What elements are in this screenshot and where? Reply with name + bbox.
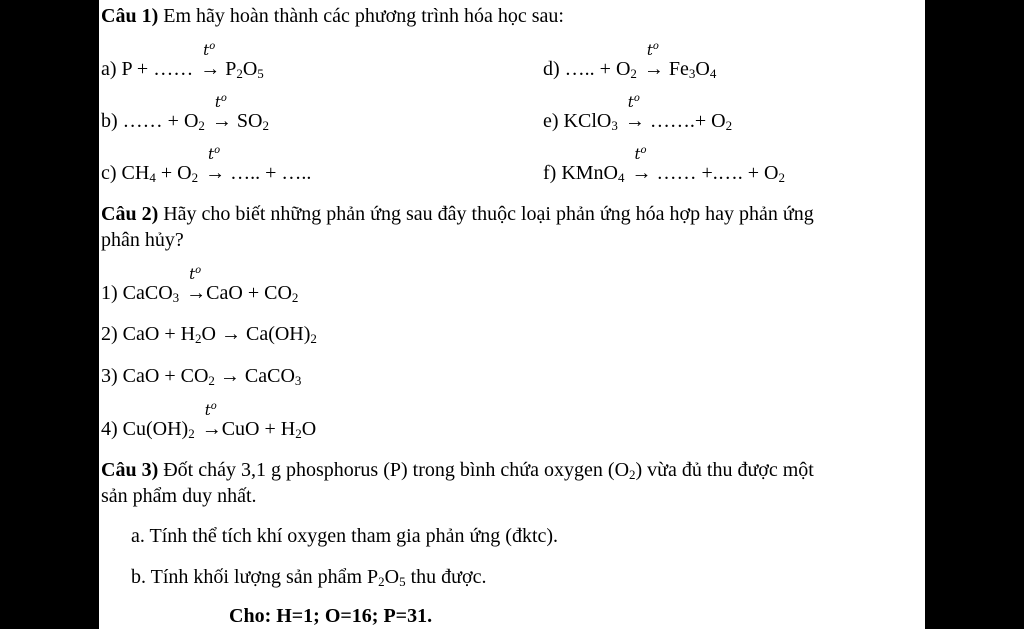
q3-part-b: b. Tính khối lượng sản phẩm $P_2O_5$ thu được. — [131, 566, 487, 589]
eq-d: d) ….. + $O_2$ $t^o$ → $Fe_3O_4$ — [543, 41, 717, 81]
q1-heading — [101, 4, 564, 28]
heat-arrow: $t^o$ → — [200, 41, 221, 80]
reaction-2: 2) CaO + $H_2O \to Ca(OH)_2$ — [101, 323, 317, 346]
eq-e: e) KClO$_3$ $t^o$ → …….+ $O_2$ — [543, 93, 733, 133]
eq-f: f) KMnO$_4$ $t^o$ → …… +.…. + $O_2$ — [543, 145, 786, 185]
heat-arrow: $t^o$ → — [186, 265, 207, 304]
heat-arrow: $t^o$ → — [643, 41, 664, 80]
q2-title: Câu 2) — [101, 203, 159, 225]
q3-part-a: a. Tính thể tích khí oxygen tham gia phản ứng (đktc). — [131, 525, 559, 547]
heat-arrow: $t^o$ → — [211, 93, 232, 132]
q3-heading: Câu 3) Đốt cháy 3,1 g phosphorus (P) trong bình chứa oxygen $(O_2)$ vừa đủ thu được một — [101, 459, 814, 482]
heat-arrow: $t^o$ → — [631, 145, 652, 184]
heat-arrow: $t^o$ → — [201, 401, 222, 440]
q3-title: Câu 3) — [101, 459, 159, 481]
reaction-3: 3) CaO + $CO_2$ → CaCO$_3$ — [101, 365, 302, 388]
heat-arrow: $t^o$ → — [205, 145, 226, 184]
q2-heading-cont: phân hủy? — [101, 229, 184, 251]
eq-a: a) P + …… $t^o$ → $P_2O_5$ — [101, 41, 264, 81]
q1-text: Em hãy hoàn thành các phương trình hóa học sau: — [158, 5, 564, 27]
q1-title: Câu 1) — [101, 5, 159, 27]
heat-arrow: $t^o$ → — [624, 93, 645, 132]
q2-heading — [101, 202, 814, 226]
eq-c: c) $CH_4 + O_2$ $t^o$ → ….. + ….. — [101, 145, 312, 185]
worksheet-page — [99, 0, 925, 629]
q3-heading-cont: sản phẩm duy nhất. — [101, 485, 257, 507]
eq-b: b) …… + $O_2$ $t^o$ → $SO_2$ — [101, 93, 269, 133]
q2-text: Hãy cho biết những phản ứng sau đây thuộc loại phản ứng hóa hợp hay phản ứng — [158, 203, 814, 225]
given-masses: Cho: H=1; O=16; P=31. — [229, 605, 433, 627]
reaction-1: 1) CaCO$_3$ $t^o$ $\to CaO + CO_2$ — [101, 265, 299, 305]
reaction-4: 4) $Cu(OH)_2$ $t^o$ $\to CuO + H_2O$ — [101, 401, 317, 441]
